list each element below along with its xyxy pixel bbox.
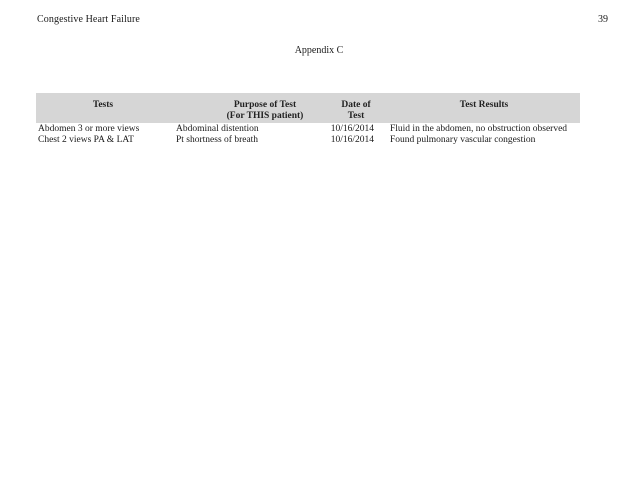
table-row bbox=[36, 135, 580, 146]
cell-test: Abdomen 3 or more views bbox=[38, 124, 140, 134]
cell-result: Found pulmonary vascular congestion bbox=[390, 135, 536, 145]
cell-purpose: Abdominal distention bbox=[176, 124, 259, 134]
cell-test: Chest 2 views PA & LAT bbox=[38, 135, 134, 145]
column-header-purpose-line1: Purpose of Test bbox=[233, 100, 297, 110]
column-header-date-line1: Date of bbox=[341, 100, 371, 110]
column-header-purpose bbox=[202, 100, 328, 122]
column-header-tests: Tests bbox=[92, 100, 114, 110]
column-header-date-line2: Test bbox=[347, 111, 365, 121]
appendix-title: Appendix C bbox=[294, 45, 344, 56]
tests-table bbox=[36, 93, 580, 146]
cell-date: 10/16/2014 bbox=[330, 135, 374, 145]
column-header-results: Test Results bbox=[459, 100, 509, 110]
column-header-date bbox=[324, 100, 388, 122]
running-head-title: Congestive Heart Failure bbox=[37, 14, 140, 25]
page-number: 39 bbox=[598, 14, 608, 25]
table-row bbox=[36, 124, 580, 135]
cell-purpose: Pt shortness of breath bbox=[176, 135, 259, 145]
table-header bbox=[36, 93, 580, 123]
column-header-purpose-line2: (For THIS patient) bbox=[226, 111, 304, 121]
cell-result: Fluid in the abdomen, no obstruction observed bbox=[390, 124, 568, 134]
cell-date: 10/16/2014 bbox=[330, 124, 374, 134]
